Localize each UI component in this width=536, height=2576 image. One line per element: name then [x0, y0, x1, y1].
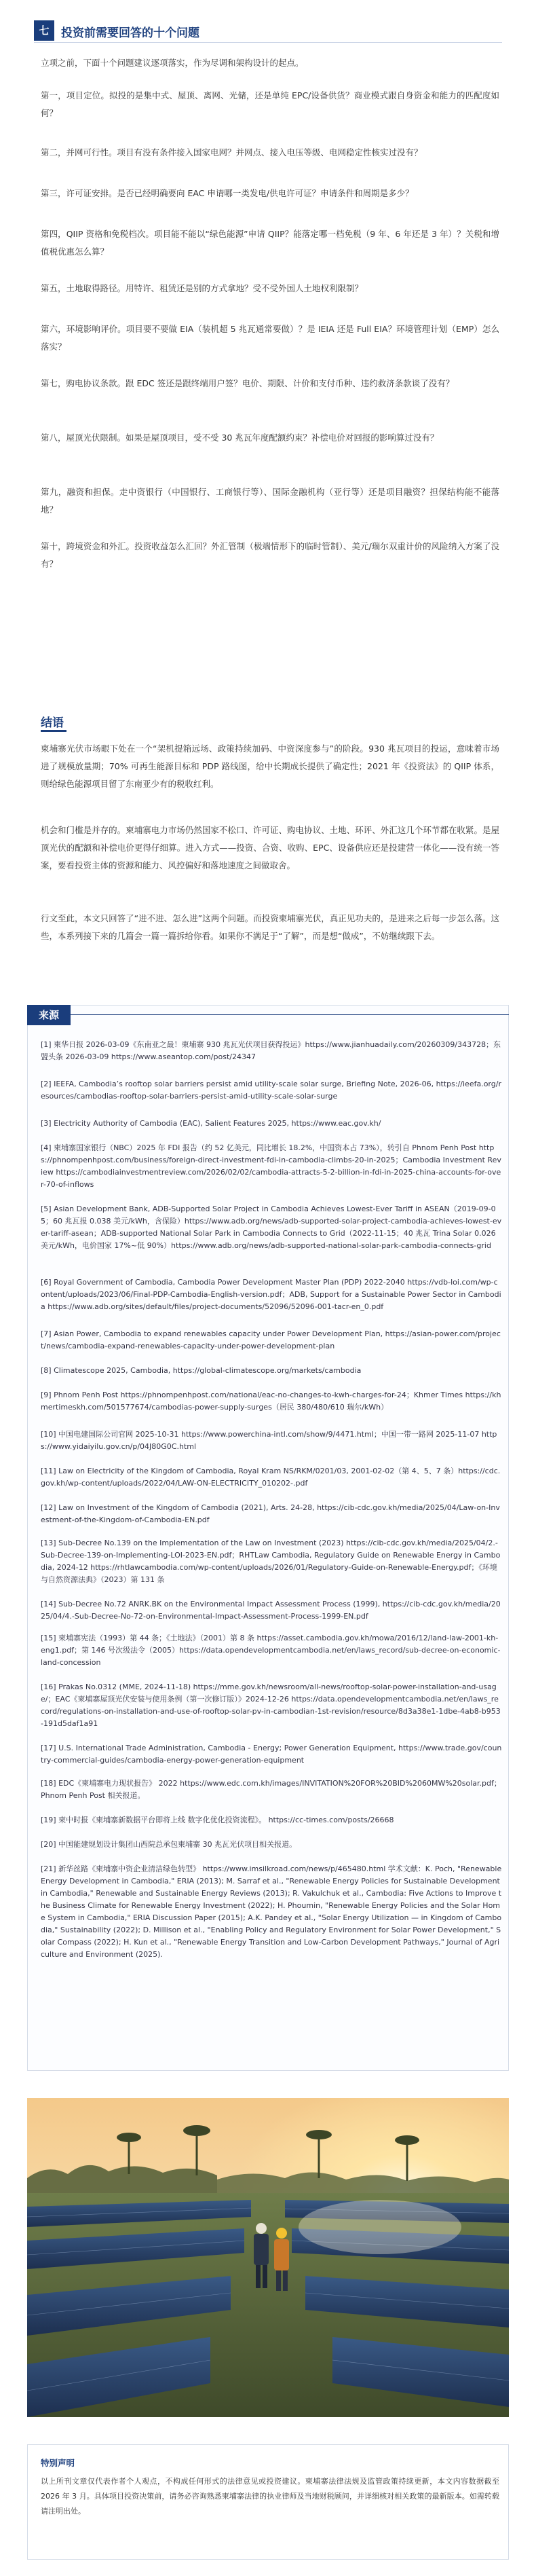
reference-item: [17] U.S. International Trade Administration, Cambodia - Energy; Power Generation Equipment, https://www.trade.gov/country-commercial-guides/cambodia-energy-power-generation-equipment	[41, 1744, 502, 1765]
conclusion-heading: 结语	[41, 716, 64, 730]
question-item: 第七，购电协议条款。跟 EDC 签还是跟终端用户签？电价、期限、计价和支付币种、违约救济条款谈了没有？	[41, 378, 455, 388]
question-item: 第一，项目定位。拟投的是集中式、屋顶、离网、光储，还是单纯 EPC/设备供货？商业模式跟自身资金和能力的匹配度如何？	[41, 90, 499, 118]
conclusion-paragraph: 柬埔寨光伏市场眼下处在一个“架机提箱远场、政策持续加码、中资深度参与”的阶段。930 兆瓦项目的投运，意味着市场进了规模放量期；70% 可再生能源目标和 PDP 路线图，给中长期成长提供了确定性；2021 年《投资法》的 QIIP 体系，则给绿色能源项目留了东南亚少有的税收红利。	[41, 743, 499, 789]
reference-item: [21] 新华丝路《柬埔寨中资企业清洁绿色转型》 https://www.imsilkroad.com/news/p/465480.html 学术文献：K. Poch, "Renewable Energy Development in Cambodia," ERIA (2013); M. Sarraf et al., "Renewable Energy Policies for Sustainable Development in Cambodia," Renewable and Sustainable Energy Reviews (2013); R. Vakulchuk et al., Cambodia: Five Actions to Improve the Business Climate for Renewable Energy Investment (2022); H. Phoumin, "Renewable Energy Policies and the Solar Home System in Cambodia," ERIA Discussion Paper (2015); A.K. Pandey et al., "Solar Energy Utilization — in Kingdom of Cambodia," Sustainability (2022); D. Millison et al., "Enabling Policy and Regulatory Environment for Solar Power Development," Solar Compass (2022); H. Kun et al., "Renewable Energy Transition and Low-Carbon Development Pathways," Journal of Agriculture and Environment (2025).	[41, 1864, 502, 1959]
question-item: 第九，融资和担保。走中资银行（中国银行、工商银行等）、国际金融机构（亚行等）还是项目融资？担保结构能不能落地？	[41, 487, 499, 515]
reference-item: [8] Climatescope 2025, Cambodia, https://global-climatescope.org/markets/cambodia	[41, 1366, 362, 1375]
reference-item: [12] Law on Investment of the Kingdom of Cambodia (2021), Arts. 24-28, https://cib-cdc.gov.kh/media/2025/04/Law-on-Investment-of-the-Kingdom-of-Cambodia-EN.pdf	[41, 1503, 500, 1524]
reference-item: [6] Royal Government of Cambodia, Cambodia Power Development Master Plan (PDP) 2022-2040 https://vdb-loi.com/wp-content/uploads/2023/06/Final-PDP-Cambodia-English-version.pdf；ADB, Support for a Sustainable Power Sector in Cambodia https://www.adb.org/sites/default/files/project-documents/52096/52096-001-tacr-en_0.pdf	[41, 1278, 501, 1311]
section-title: 投资前需要回答的十个问题	[61, 26, 199, 40]
reference-item: [9] Phnom Penh Post https://phnompenhpost.com/national/eac-no-changes-to-kwh-charges-for-24；Khmer Times https://khmertimeskh.com/501577674/cambodias-power-supply-surges（居民 380/480/610 瑞尔/kWh）	[41, 1391, 501, 1412]
reference-item: [7] Asian Power, Cambodia to expand renewables capacity under Power Development Plan, https://asian-power.com/project/news/cambodia-expand-renewables-capacity-under-power-development-plan	[41, 1329, 501, 1350]
reference-item: [2] IEEFA, Cambodia’s rooftop solar barriers persist amid utility-scale solar surge, Briefing Note, 2026-06, https://ieefa.org/resources/cambodias-rooftop-solar-barriers-persist-amid-utility-scale-solar-surge	[41, 1080, 501, 1101]
intro-paragraph: 立项之前，下面十个问题建议逐项落实，作为尽调和架构设计的起点。	[41, 58, 304, 68]
question-item: 第四，QIIP 资格和免税档次。项目能不能以“绿色能源”申请 QIIP？能落定哪一档免税（9 年、6 年还是 3 年）？关税和增值税优惠怎么算？	[41, 229, 499, 257]
conclusion-paragraph: 行文至此，本文只回答了“进不进、怎么进”这两个问题。而投资柬埔寨光伏，真正见功夫的，是进来之后每一步怎么落。这些，本系列接下来的几篇会一篇一篇拆给你看。如果你不满足于“了解”，而是想“做成”，不妨继续跟下去。	[41, 913, 499, 941]
reference-item: [19] 柬中时报《柬埔寨新数据平台即将上线 数字化优化投资流程》。 https://cc-times.com/posts/26668	[41, 1816, 394, 1824]
reference-item: [3] Electricity Authority of Cambodia (EAC), Salient Features 2025, https://www.eac.gov.kh/	[41, 1119, 381, 1128]
question-item: 第六，环境影响评价。项目要不要做 EIA（装机超 5 兆瓦通常要做）？是 IEIA 还是 Full EIA？环境管理计划（EMP）怎么落实？	[41, 324, 499, 352]
reference-item: [10] 中国电建国际公司官网 2025-10-31 https://www.powerchina-intl.com/show/9/4471.html；中国一带一路网 2025-11-07 https://www.yidaiyilu.gov.cn/p/04J80G0C.html	[41, 1430, 497, 1451]
question-item: 第八，屋顶光伏限制。如果是屋顶项目，受不受 30 兆瓦年度配额约束？补偿电价对回报的影响算过没有？	[41, 433, 439, 443]
reference-item: [18] EDC《柬埔寨电力现状报告》 2022 https://www.edc.com.kh/images/INVITATION%20FOR%20BID%2060MW%20solar.pdf；Phnom Penh Post 相关报道。	[41, 1779, 501, 1800]
reference-item: [1] 柬华日报 2026-03-09《东南亚之最！柬埔寨 930 兆瓦光伏项目获得投运》https://www.jianhuadaily.com/20260309/343728；东盟头条 2026-03-09 https://www.aseantop.com/post/24347	[41, 1040, 501, 1061]
conclusion-underline	[41, 730, 66, 732]
disclaimer-text: 以上所刊文章仅代表作者个人观点，不构成任何形式的法律意见或投资建议。柬埔寨法律法规及监管政策持续更新，本文内容数据截至 2026 年 3 月。具体项目投资决策前，请务必咨询熟悉柬埔寨法律的执业律师及当地财税顾问，并详细核对相关政策的最新版本。如需转载请注明出处。	[41, 2477, 499, 2516]
section-number-badge: 七	[34, 20, 54, 41]
reference-item: [20] 中国能建规划设计集团山西院总承包柬埔寨 30 兆瓦光伏项目相关报道。	[41, 1840, 297, 1849]
reference-item: [4] 柬埔寨国家银行（NBC）2025 年 FDI 报告（约 52 亿美元，同比增长 18.2%，中国资本占 73%），转引自 Phnom Penh Post https://phnompenhpost.com/business/foreign-direct-investment-fdi-in-cambodia-climbs-20-in-2025；Cambodia Investment Review https://cambodiainvestmentreview.com/2026/02/02/cambodia-attracts-5-2-billion-in-fdi-in-2025-china-accounts-for-over-70-of-inflows	[41, 1143, 501, 1189]
question-item: 第五，土地取得路径。用特许、租赁还是别的方式拿地？受不受外国人土地权利限制？	[41, 283, 364, 293]
sources-rule	[71, 1014, 509, 1015]
section-divider	[34, 42, 502, 43]
reference-item: [15] 柬埔寨宪法（1993）第 44 条；《土地法》（2001）第 8 条 https://asset.cambodia.gov.kh/mowa/2016/12/land-law-2001-kh-eng1.pdf；第 146 号次级法令（2005）https://data.opendevelopmentcambodia.net/en/laws_record/sub-decree-on-economic-land-concession	[41, 1634, 501, 1667]
conclusion-paragraph: 机会和门槛是并存的。柬埔寨电力市场仍然国家不松口、许可证、购电协议、土地、环评、外汇这几个环节都在收紧。是屋顶光伏的配额和补偿电价更得仔细算。进入方式——投资、合资、收购、EPC、设备供应还是投建营一体化——没有统一答案，要看投资主体的资源和能力、风控偏好和落地速度之间做取舍。	[41, 825, 499, 870]
question-item: 第十，跨境资金和外汇。投资收益怎么汇回？外汇管制（极端情形下的临时管制）、美元/瑞尔双重计价的风险纳入方案了没有？	[41, 541, 499, 569]
question-item: 第二，并网可行性。项目有没有条件接入国家电网？并网点、接入电压等级、电网稳定性核实过没有？	[41, 147, 423, 158]
solar-farm-photo	[27, 2098, 509, 2417]
reference-item: [11] Law on Electricity of the Kingdom of Cambodia, Royal Kram NS/RKM/0201/03, 2001-02-02（第 4、5、7 条）https://cdc.gov.kh/wp-content/uploads/2022/04/LAW-ON-ELECTRICITY_010202-.pdf	[41, 1467, 501, 1488]
question-item: 第三，许可证安排。是否已经明确要向 EAC 申请哪一类发电/供电许可证？申请条件和周期是多少？	[41, 188, 414, 198]
section-heading	[34, 20, 502, 41]
sources-heading: 来源	[27, 1005, 71, 1025]
reference-item: [16] Prakas No.0312 (MME, 2024-11-18) https://mme.gov.kh/newsroom/all-news/rooftop-solar-power-installation-and-usage/；EAC《柬埔寨屋顶光伏安装与使用条例（第一次修订版）》2024-12-26 https://data.opendevelopmentcambodia.net/en/laws_record/regulations-on-installation-and-use-of-rooftop-solar-pv-in-cambodian-1st-revision/resource/8d3a38e1-1dbe-4ab8-b953-191d5daf1a91	[41, 1682, 501, 1728]
disclaimer-title: 特别声明	[41, 2458, 75, 2468]
reference-item: [14] Sub-Decree No.72 ANRK.BK on the Environmental Impact Assessment Process (1999), https://cib-cdc.gov.kh/media/2025/04/4.-Sub-Decree-No-72-on-Environmental-Impact-Assessment-Process-1999-EN.pdf	[41, 1600, 501, 1621]
reference-item: [5] Asian Development Bank, ADB-Supported Solar Project in Cambodia Achieves Lowest-Ever Tariff in ASEAN（2019-09-05；60 兆瓦报 0.038 美元/kWh，含保险）https://www.adb.org/news/adb-supported-solar-project-cambodia-achieves-lowest-ever-tariff-asean；ADB-supported National Solar Park in Cambodia Connects to Grid（2022-11-15；40 兆瓦 Trina Solar 0.026 美元/kWh，电价国家 17%~低 90%）https://www.adb.org/news/adb-supported-national-solar-park-cambodia-connects-grid	[41, 1204, 502, 1250]
reference-item: [13] Sub-Decree No.139 on the Implementation of the Law on Investment (2023) https://cib-cdc.gov.kh/media/2025/04/2.-Sub-Decree-139-on-Implementing-LOI-2023-EN.pdf；RHTLaw Cambodia, Regulatory Guide on Renewable Energy in Cambodia, 2024-12 https://rhtlawcambodia.com/wp-content/uploads/2026/01/Regulatory-Guide-on-Renewable-Energy.pdf；《环境与自然资源法典》（2023）第 131 条	[41, 1539, 501, 1584]
